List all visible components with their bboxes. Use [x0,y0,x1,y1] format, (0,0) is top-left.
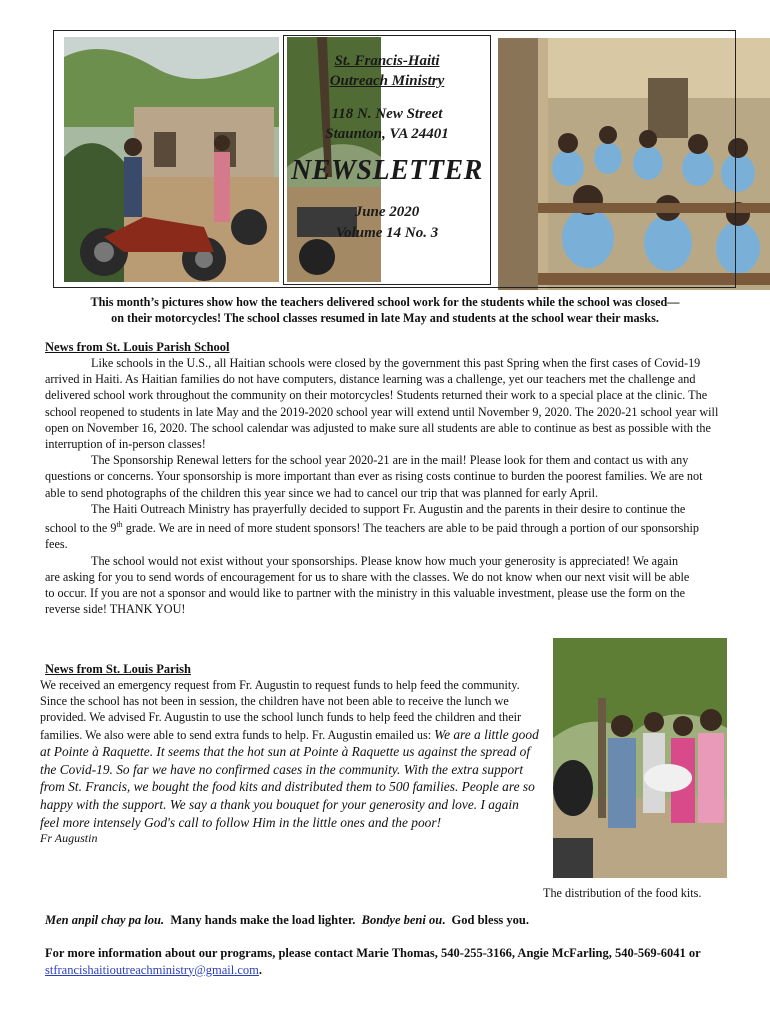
caption-line1: This month’s pictures show how the teachers delivered school work for the students while the school was closed— [90,295,680,309]
school-news-section [45,340,720,617]
school-news-heading: News from St. Louis Parish School [45,340,230,354]
food-photo-caption: The distribution of the food kits. [543,886,702,900]
motto-creole-1: Men anpil chay pa lou. [45,913,165,927]
parish-news-body [40,677,540,831]
org-name-line1: St. Francis-Haiti [334,53,440,69]
address-line2: Staunton, VA 24401 [325,126,449,142]
motto-english-2: God bless you. [451,913,530,927]
masthead-photo-caption [40,294,730,326]
augustin-signature: Fr Augustin [40,831,98,846]
motto-creole-2: Bondye beni ou [361,913,443,927]
parish-body-text: We received an emergency request from Fr. Augustin to request funds to help feed the community. Since the school has not been in session, the children have not been able to receive the lunch we provided. We advised Fr. Augustin to use the school lunch funds to help feed the children and their families. We also were able to send extra funds to help. Fr. Augustin emailed us: [40,678,522,742]
school-news-para2: The Sponsorship Renewal letters for the school year 2020-21 are in the mail! Please look for them and contact us with any questions or concerns. Your sponsorship is more important than ever as rising costs continue to burden the poorest families. We are not able to send photographs of the children this year since we had to cancel our trip that was planned for early April. [45,453,703,500]
school-news-para3 [45,501,720,553]
contact-end-period: . [258,962,263,977]
parish-news-heading: News from St. Louis Parish [45,662,191,676]
school-news-para4: The school would not exist without your sponsorships. Please know how much your generosity is appreciated! We again are asking for you to send words of encouragement for us to share with the classes. We do not know when our next visit will be able to occur. If you are not a sponsor and would like to partner with the ministry in this valuable investment, please use the form on the reverse side! THANK YOU! [45,553,690,617]
closing-motto: Men anpil chay pa lou. Many hands make the load lighter. Bondye beni ou. God bless you. [45,913,530,927]
food-distribution-photo [553,638,727,878]
school-news-para1: Like schools in the U.S., all Haitian schools were closed by the government this past Spring when the first cases of Covid-19 arrived in Haiti. As Haitian families do not have computers, distance learning was a challenge, yet our teachers met the challenge and delivered school work throughout the community on their motorcycles! Students returned their work to a special place at the clinic. The school reopened to students in late May and the 2019-2020 school year will extend until November 9, 2020. The 2020-21 school year will open on November 16, 2020. The school calendar was adjusted to make sure all students are able to continue as best as possible with the interruption of in-person classes! [45,356,719,452]
para3-text-b: grade. We are in need of more student sponsors! The teachers are able to be paid through a portion of our sponsorship fees. [45,521,699,552]
augustin-quote: We are a little good at Pointe à Raquette. It seems that the hot sun at Pointe à Raquette us against the spread of the Covid-19. So far we have no confirmed cases in the community. With the extra support from St. Francis, we bought the food kits and distributed them to 500 families. People are so happy with the support. We say a thank you bouquet for your generosity and love. I again feel more intensely God's call to follow Him in the little ones and the poor! [40,726,539,830]
para3-superscript: th [116,520,123,530]
address-line1: 118 N. New Street [331,106,443,122]
org-name-line2: Outreach Ministry [329,73,445,89]
newsletter-title: NEWSLETTER [291,155,483,186]
parish-news-section [40,662,540,846]
contact-text: For more information about our programs, please contact Marie Thomas, 540-255-3166, Angie McFarling, 540-569-6041 or [45,946,701,960]
contact-email-link[interactable]: stfrancishaitioutreachministry@gmail.com [45,962,259,977]
issue-volume: Volume 14 No. 3 [335,225,439,241]
motto-english-1: Many hands make the load lighter. [170,913,356,927]
contact-info [45,945,720,978]
issue-date: June 2020 [354,204,420,220]
caption-line2: on their motorcycles! The school classes resumed in late May and students at the school wear their masks. [111,311,659,325]
para3-text-a: The Haiti Outreach Ministry has prayerfully decided to support Fr. Augustin and the parents in their desire to continue the school to the 9 [45,501,686,536]
